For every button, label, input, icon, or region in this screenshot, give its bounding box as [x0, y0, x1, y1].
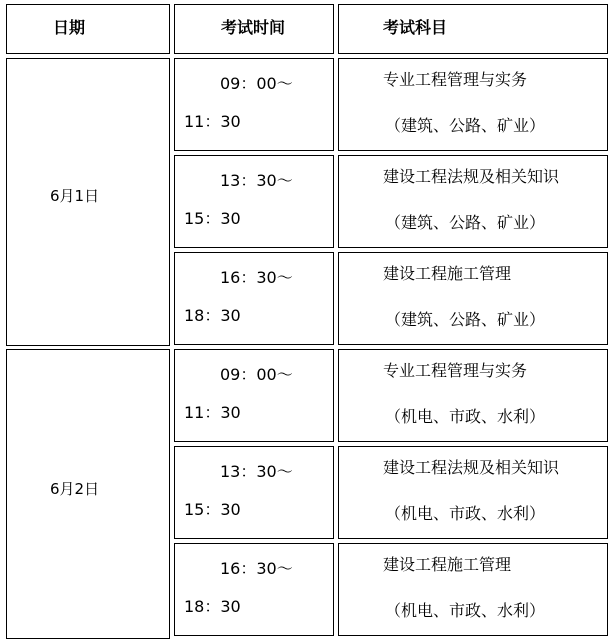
subject-cell [338, 349, 608, 442]
time-cell [174, 155, 334, 248]
subject-name: 建设工程施工管理 [383, 555, 512, 574]
subject-category: （建筑、公路、矿业） [385, 116, 546, 135]
subject-category: （机电、市政、水利） [385, 407, 546, 426]
time-start: 13：30～ [220, 171, 293, 190]
subject-cell [338, 252, 608, 345]
time-start: 09：00～ [220, 365, 293, 384]
time-end: 15：30 [184, 500, 241, 519]
time-cell [174, 543, 334, 636]
subject-name: 专业工程管理与实务 [383, 70, 528, 89]
time-start: 13：30～ [220, 462, 293, 481]
header-subject-cell [338, 4, 608, 54]
subject-cell [338, 155, 608, 248]
subject-cell [338, 543, 608, 636]
date-label: 6月1日 [50, 187, 100, 205]
subject-category: （建筑、公路、矿业） [385, 310, 546, 329]
subject-cell [338, 446, 608, 539]
time-end: 15：30 [184, 209, 241, 228]
subject-name: 专业工程管理与实务 [383, 361, 528, 380]
time-end: 11：30 [184, 403, 241, 422]
time-start: 16：30～ [220, 268, 293, 287]
header-date-cell [6, 4, 170, 54]
date-label: 6月2日 [50, 480, 100, 498]
time-end: 18：30 [184, 306, 241, 325]
time-end: 11：30 [184, 112, 241, 131]
subject-cell [338, 58, 608, 151]
time-start: 16：30～ [220, 559, 293, 578]
subject-category: （建筑、公路、矿业） [385, 213, 546, 232]
subject-name: 建设工程施工管理 [383, 264, 512, 283]
time-cell [174, 446, 334, 539]
header-time-label: 考试时间 [221, 18, 286, 37]
time-cell [174, 349, 334, 442]
time-cell [174, 58, 334, 151]
header-time-cell [174, 4, 334, 54]
time-cell [174, 252, 334, 345]
subject-name: 建设工程法规及相关知识 [383, 167, 560, 186]
header-date-label: 日期 [53, 18, 86, 37]
subject-category: （机电、市政、水利） [385, 504, 546, 523]
header-subject-label: 考试科目 [383, 18, 448, 37]
subject-name: 建设工程法规及相关知识 [383, 458, 560, 477]
date-cell-day-1 [6, 58, 170, 346]
date-cell-day-2 [6, 349, 170, 639]
time-end: 18：30 [184, 597, 241, 616]
subject-category: （机电、市政、水利） [385, 601, 546, 620]
time-start: 09：00～ [220, 74, 293, 93]
